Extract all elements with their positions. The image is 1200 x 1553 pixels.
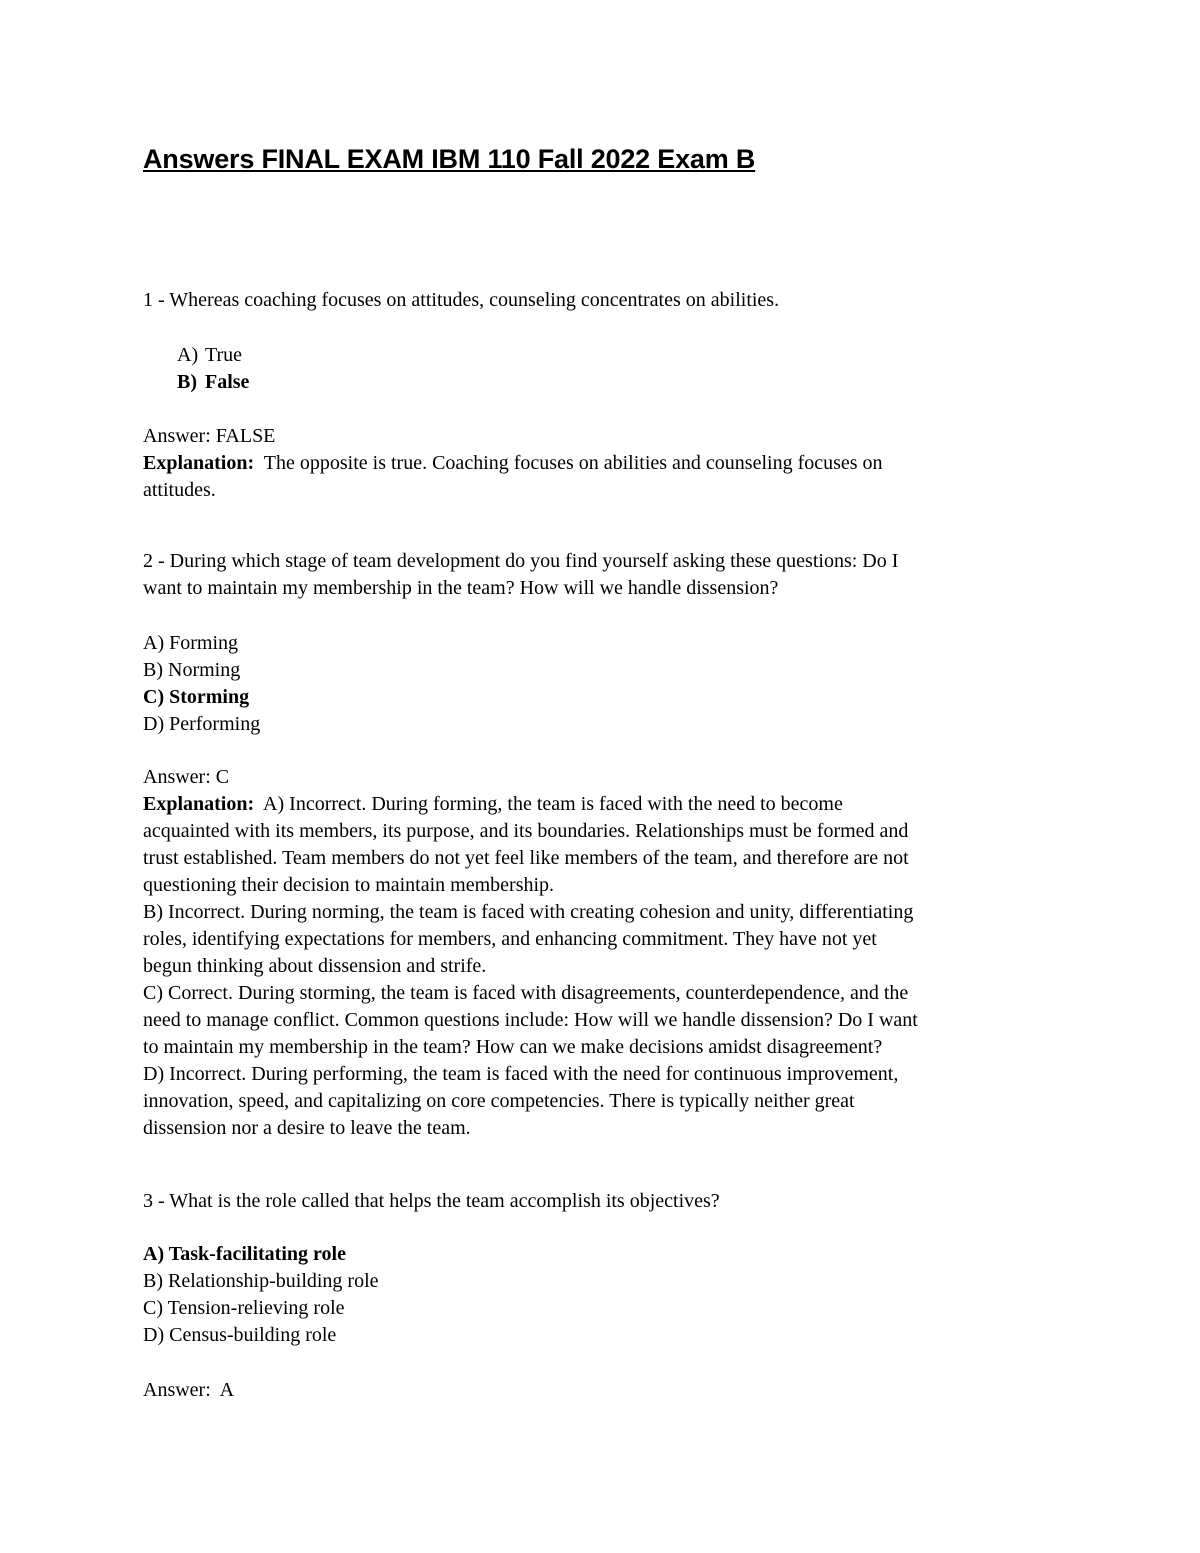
explanation-line-9: need to manage conflict. Common questions include: How will we handle dissension? Do I want <box>143 1009 918 1031</box>
document-title: Answers FINAL EXAM IBM 110 Fall 2022 Exam B <box>143 144 756 174</box>
option-a: A) Forming <box>143 632 238 654</box>
option-c-correct: C) Storming <box>143 686 250 708</box>
question-3 <box>143 1188 1073 1215</box>
explanation-text: The opposite is true. Coaching focuses on abilities and counseling focuses on <box>254 452 883 474</box>
question-2-text-line-2: want to maintain my membership in the team? How will we handle dissension? <box>143 577 779 599</box>
explanation-line-1 <box>143 791 1073 818</box>
option-b-correct <box>143 369 1073 396</box>
question-2-text-line-1: 2 - During which stage of team development do you find yourself asking these questions: Do I <box>143 550 899 572</box>
option-b-marker: B) <box>177 371 197 393</box>
option-a <box>143 342 1073 369</box>
explanation-line-3: trust established. Team members do not yet feel like members of the team, and therefore are not <box>143 847 909 869</box>
explanation-line-6: roles, identifying expectations for members, and enhancing commitment. They have not yet <box>143 928 877 950</box>
explanation-line-1 <box>143 450 1073 477</box>
question-1-answer-block <box>143 423 1073 504</box>
explanation-line-13: dissension nor a desire to leave the team. <box>143 1117 471 1139</box>
question-1 <box>143 287 1073 314</box>
answer-line: Answer: FALSE <box>143 425 276 447</box>
question-3-options <box>143 1241 1073 1349</box>
option-b: B) Relationship-building role <box>143 1270 379 1292</box>
explanation-label: Explanation: <box>143 793 255 815</box>
explanation-line-11: D) Incorrect. During performing, the team is faced with the need for continuous improvement, <box>143 1063 899 1085</box>
question-3-text: 3 - What is the role called that helps the team accomplish its objectives? <box>143 1190 720 1212</box>
question-1-text: 1 - Whereas coaching focuses on attitudes, counseling concentrates on abilities. <box>143 289 780 311</box>
explanation-line-7: begun thinking about dissension and strife. <box>143 955 487 977</box>
explanation-line-12: innovation, speed, and capitalizing on core competencies. There is typically neither great <box>143 1090 855 1112</box>
question-3-answer-block <box>143 1377 1073 1404</box>
answer-line: Answer: C <box>143 766 230 788</box>
option-b: B) Norming <box>143 659 241 681</box>
explanation-text: A) Incorrect. During forming, the team is faced with the need to become <box>254 793 843 815</box>
option-b-text: False <box>205 371 250 393</box>
option-c: C) Tension-relieving role <box>143 1297 345 1319</box>
question-2-options <box>143 630 1073 738</box>
question-1-options <box>143 342 1073 396</box>
option-d: D) Census-building role <box>143 1324 337 1346</box>
question-2 <box>143 548 1073 602</box>
explanation-line-4: questioning their decision to maintain membership. <box>143 874 555 896</box>
explanation-line-5: B) Incorrect. During norming, the team is faced with creating cohesion and unity, differentiating <box>143 901 914 923</box>
explanation-line-2: attitudes. <box>143 479 216 501</box>
option-a-text: True <box>205 344 243 366</box>
answer-line: Answer: A <box>143 1379 235 1401</box>
question-2-answer-block <box>143 764 1073 1142</box>
explanation-line-8: C) Correct. During storming, the team is faced with disagreements, counterdependence, and the <box>143 982 909 1004</box>
option-a-marker: A) <box>177 344 199 366</box>
explanation-label: Explanation: <box>143 452 255 474</box>
explanation-line-2: acquainted with its members, its purpose, and its boundaries. Relationships must be formed and <box>143 820 909 842</box>
option-a-correct: A) Task-facilitating role <box>143 1243 346 1265</box>
option-d: D) Performing <box>143 713 261 735</box>
explanation-line-10: to maintain my membership in the team? How can we make decisions amidst disagreement? <box>143 1036 883 1058</box>
